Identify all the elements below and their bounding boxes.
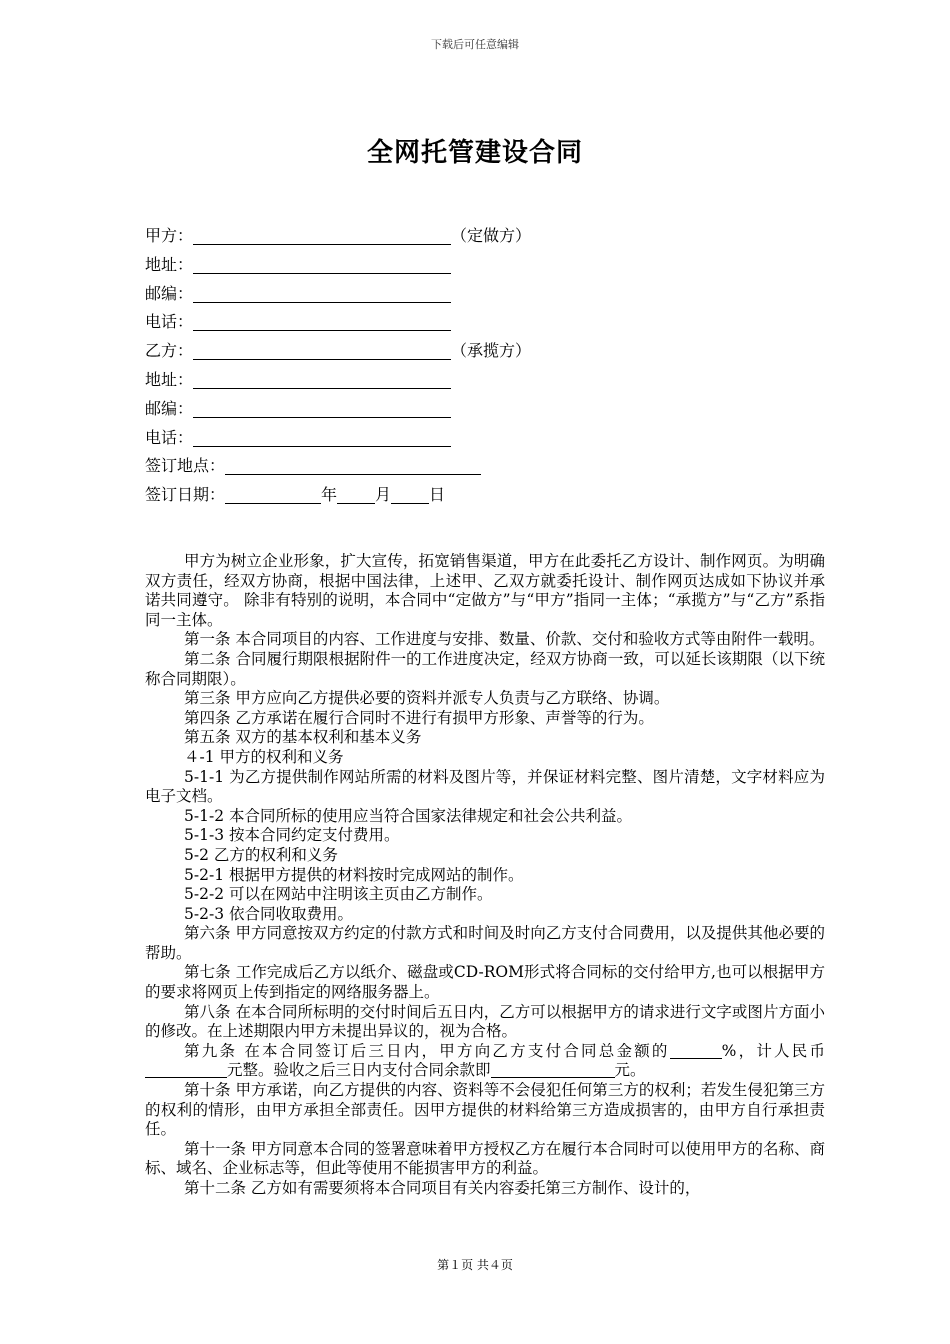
month-blank — [337, 485, 375, 504]
postcode-label: 邮编： — [145, 283, 194, 303]
phone-label: 电话： — [145, 427, 194, 447]
party-a-row — [145, 222, 825, 251]
article-4: 第四条 乙方承诺在履行合同时不进行有损甲方形象、声誉等的行为。 — [184, 708, 654, 727]
party-b-phone-row — [145, 424, 825, 453]
party-a-role: （定做方） — [451, 226, 532, 245]
day-label: 日 — [429, 485, 446, 505]
sign-place-label: 签订地点： — [145, 456, 226, 476]
clause-5-2-3: 5-2-3 依合同收取费用。 — [184, 904, 353, 923]
article-9-part-a: 第九条 在本合同签订后三日内，甲方向乙方支付合同总金额的 — [184, 1041, 670, 1060]
day-blank — [391, 485, 429, 504]
address-label: 地址： — [145, 254, 194, 274]
party-b-row — [145, 337, 825, 366]
year-label: 年 — [321, 485, 338, 505]
article-9-part-c: 元整。验收之后三日内支付合同余款即 — [227, 1061, 491, 1080]
article-5: 第五条 双方的基本权利和基本义务 — [184, 728, 422, 747]
sign-date-label: 签订日期： — [145, 485, 226, 505]
clause-5-1-1: 5-1-1 为乙方提供制作网站所需的材料及图片等，并保证材料完整、图片清楚，文字材料应为电子文档。 — [145, 767, 825, 806]
article-6: 第六条 甲方同意按双方约定的付款方式和时间及时向乙方支付合同费用，以及提供其他必要的帮助。 — [145, 924, 825, 962]
article-9-part-d: 元。 — [614, 1061, 646, 1080]
party-b-label: 乙方： — [145, 341, 194, 361]
article-10: 第十条 甲方承诺，向乙方提供的内容、资料等不会侵犯任何第三方的权利；若发生侵犯第三方的权利的情形，由甲方承担全部责任。因甲方提供的材料给第三方造成损害的，由甲方自行承担责任。 — [145, 1081, 825, 1139]
party-info-block — [145, 222, 825, 510]
party-b-address-row — [145, 366, 825, 395]
phone-blank — [193, 312, 451, 331]
address-label: 地址： — [145, 369, 194, 389]
article-8: 第八条 在本合同所标明的交付时间后五日内，乙方可以根据甲方的请求进行文字或图片方面小的修改。在上述期限内甲方未提出异议的，视为合格。 — [145, 1002, 825, 1041]
party-b-postcode-row — [145, 395, 825, 424]
article-11: 第十一条 甲方同意本合同的签署意味着甲方授权乙方在履行本合同时可以使用甲方的名称、商标、域名、企业标志等，但此等使用不能损害甲方的利益。 — [145, 1139, 825, 1178]
clause-4-1: ４-1 甲方的权利和义务 — [184, 747, 344, 766]
address-blank — [193, 255, 451, 274]
address-blank — [193, 370, 451, 389]
month-label: 月 — [375, 485, 392, 505]
sign-place-row — [145, 452, 825, 481]
article-3: 第三条 甲方应向乙方提供必要的资料并派专人负责与乙方联络、协调。 — [184, 689, 670, 708]
party-a-label: 甲方： — [145, 226, 194, 245]
clause-5-2-2: 5-2-2 可以在网站中注明该主页由乙方制作。 — [184, 885, 493, 904]
clause-5-1-3: 5-1-3 按本合同约定支付费用。 — [184, 826, 400, 845]
balance-blank — [491, 1062, 615, 1078]
party-a-postcode-row — [145, 280, 825, 309]
clause-5-2: 5-2 乙方的权利和义务 — [184, 845, 338, 864]
clause-5-1-2: 5-1-2 本合同所标的使用应当符合国家法律规定和社会公共利益。 — [184, 806, 632, 825]
page-header-note: 下载后可任意编辑 — [431, 38, 519, 51]
document-title: 全网托管建设合同 — [366, 138, 583, 168]
party-a-blank — [193, 226, 451, 245]
party-a-address-row — [145, 251, 825, 280]
article-2: 第二条 合同履行期限根据附件一的工作进度决定，经双方协商一致，可以延长该期限（以下统称合同期限）。 — [145, 649, 825, 688]
article-12: 第十二条 乙方如有需要须将本合同项目有关内容委托第三方制作、设计的， — [184, 1179, 701, 1197]
contract-body — [145, 552, 825, 1199]
postcode-blank — [193, 284, 451, 303]
percent-blank — [670, 1043, 722, 1059]
party-b-blank — [193, 341, 451, 360]
phone-label: 电话： — [145, 312, 194, 332]
article-9 — [145, 1042, 825, 1081]
postcode-blank — [193, 399, 451, 418]
clause-5-2-1: 5-2-1 根据甲方提供的材料按时完成网站的制作。 — [184, 865, 524, 884]
intro-paragraph: 甲方为树立企业形象，扩大宣传，拓宽销售渠道，甲方在此委托乙方设计、制作网页。为明确双方责任，经双方协商，根据中国法律，上述甲、乙双方就委托设计、制作网页达成如下协议并承诺共同遵守。 除非有特别的说明，本合同中“定做方”与“甲方”指同一主体；“承揽方”与“乙方”系指同一主体。 — [145, 552, 825, 629]
year-blank — [225, 485, 321, 504]
page-number-footer: 第１页 共４页 — [437, 1258, 513, 1272]
article-9-part-b: %，计人民币 — [721, 1041, 825, 1060]
amount-blank — [145, 1062, 227, 1078]
sign-place-blank — [225, 456, 481, 475]
sign-date-row — [145, 481, 825, 510]
phone-blank — [193, 428, 451, 447]
article-1: 第一条 本合同项目的内容、工作进度与安排、数量、价款、交付和验收方式等由附件一载明。 — [184, 630, 825, 649]
party-a-phone-row — [145, 308, 825, 337]
postcode-label: 邮编： — [145, 398, 194, 418]
article-7: 第七条 工作完成后乙方以纸介、磁盘或CD-ROM形式将合同标的交付给甲方,也可以根据甲方的要求将网页上传到指定的网络服务器上。 — [145, 963, 825, 1002]
party-b-role: （承揽方） — [451, 341, 532, 361]
